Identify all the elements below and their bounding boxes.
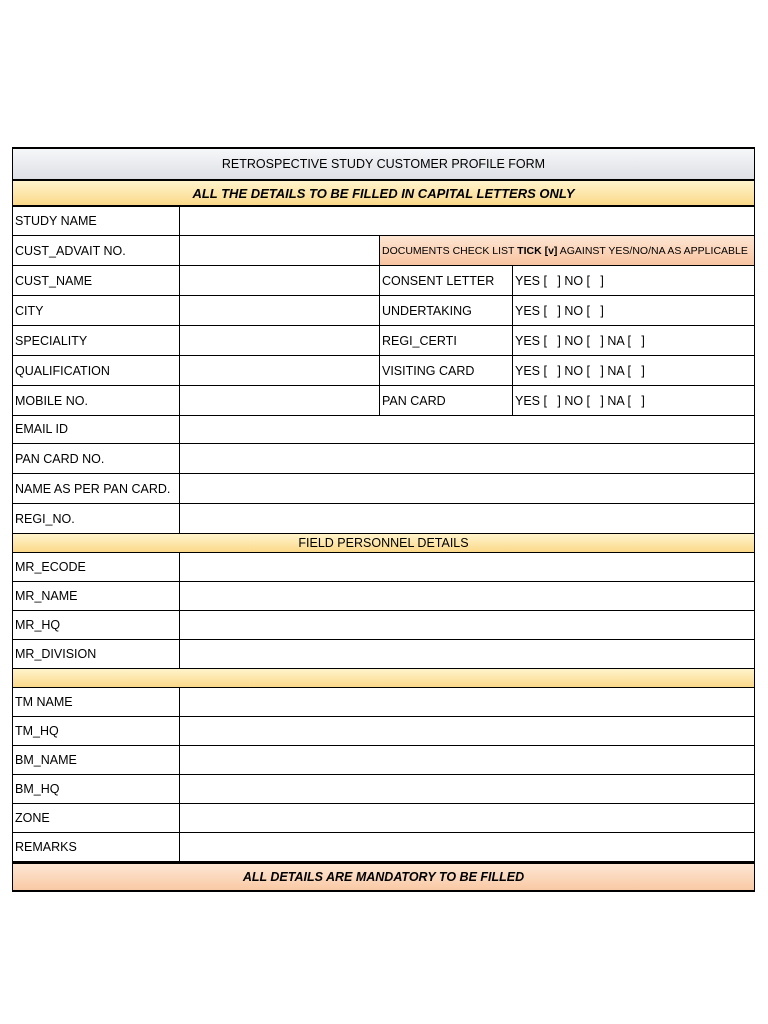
- doc-checklist-pre: DOCUMENTS CHECK LIST: [382, 244, 518, 257]
- customer-row: [12, 356, 755, 386]
- form-title-row: [12, 147, 755, 181]
- field-input[interactable]: [180, 474, 754, 503]
- field-input[interactable]: [180, 746, 754, 774]
- mr-row: [12, 582, 755, 611]
- field-label: ZONE: [13, 804, 180, 832]
- field-label: PAN CARD NO.: [13, 444, 180, 473]
- customer-row: [12, 386, 755, 416]
- field-label: EMAIL ID: [13, 414, 180, 443]
- field-input[interactable]: [180, 296, 380, 325]
- doc-checklist-tick: TICK [v]: [517, 244, 558, 257]
- footer-row: [12, 862, 755, 892]
- doc-checklist-post: AGAINST YES/NO/NA AS APPLICABLE: [557, 244, 748, 257]
- field-label: QUALIFICATION: [13, 356, 180, 385]
- separator-row: [12, 669, 755, 688]
- manager-row: [12, 746, 755, 775]
- field-label: MR_ECODE: [13, 553, 180, 581]
- field-label: REMARKS: [13, 833, 180, 861]
- field-label: CITY: [13, 296, 180, 325]
- field-input[interactable]: [180, 553, 754, 581]
- field-input[interactable]: [180, 640, 754, 668]
- field-input[interactable]: [180, 326, 380, 355]
- cust-advait-label: CUST_ADVAIT NO.: [13, 236, 180, 265]
- field-label: TM NAME: [13, 688, 180, 716]
- field-input[interactable]: [180, 386, 380, 415]
- caps-notice-row: [12, 181, 755, 206]
- footer-notice: ALL DETAILS ARE MANDATORY TO BE FILLED: [242, 870, 525, 884]
- document-options[interactable]: YES [ ] NO [ ] NA [ ]: [515, 333, 645, 348]
- document-name: CONSENT LETTER: [380, 266, 513, 295]
- field-input[interactable]: [180, 611, 754, 639]
- field-label: TM_HQ: [13, 717, 180, 745]
- field-label: MOBILE NO.: [13, 386, 180, 415]
- field-label: BM_HQ: [13, 775, 180, 803]
- field-input[interactable]: [180, 266, 380, 295]
- document-options[interactable]: YES [ ] NO [ ]: [515, 303, 604, 318]
- field-label: SPECIALITY: [13, 326, 180, 355]
- document-name: PAN CARD: [380, 386, 513, 415]
- field-input[interactable]: [180, 804, 754, 832]
- customer-row: [12, 266, 755, 296]
- field-label: MR_NAME: [13, 582, 180, 610]
- study-name-field[interactable]: [180, 207, 754, 235]
- document-options[interactable]: YES [ ] NO [ ] NA [ ]: [515, 363, 645, 378]
- document-name: VISITING CARD: [380, 356, 513, 385]
- field-input[interactable]: [180, 688, 754, 716]
- manager-row: [12, 775, 755, 804]
- field-personnel-title: FIELD PERSONNEL DETAILS: [298, 536, 469, 550]
- document-name: UNDERTAKING: [380, 296, 513, 325]
- customer-row: [12, 296, 755, 326]
- field-label: NAME AS PER PAN CARD.: [13, 474, 180, 503]
- wide-row: [12, 444, 755, 474]
- mr-row: [12, 640, 755, 669]
- study-name-row: [12, 206, 755, 236]
- field-personnel-section-row: [12, 534, 755, 553]
- wide-row: [12, 414, 755, 444]
- documents-checklist-header: [380, 236, 754, 265]
- mr-row: [12, 611, 755, 640]
- field-input[interactable]: [180, 717, 754, 745]
- wide-row: [12, 474, 755, 504]
- field-input[interactable]: [180, 414, 754, 443]
- field-input[interactable]: [180, 775, 754, 803]
- mr-row: [12, 553, 755, 582]
- form-title: RETROSPECTIVE STUDY CUSTOMER PROFILE FORM: [221, 157, 546, 171]
- field-input[interactable]: [180, 504, 754, 533]
- customer-profile-form: [12, 147, 755, 892]
- manager-row: [12, 833, 755, 862]
- cust-advait-field[interactable]: [180, 236, 380, 265]
- field-label: BM_NAME: [13, 746, 180, 774]
- field-input[interactable]: [180, 356, 380, 385]
- manager-row: [12, 717, 755, 746]
- field-input[interactable]: [180, 833, 754, 861]
- document-options[interactable]: YES [ ] NO [ ] NA [ ]: [515, 393, 645, 408]
- wide-row: [12, 504, 755, 534]
- field-input[interactable]: [180, 582, 754, 610]
- field-label: MR_DIVISION: [13, 640, 180, 668]
- caps-notice: ALL THE DETAILS TO BE FILLED IN CAPITAL LETTERS ONLY: [192, 185, 575, 201]
- manager-row: [12, 804, 755, 833]
- cust-advait-row: [12, 236, 755, 266]
- field-label: CUST_NAME: [13, 266, 180, 295]
- document-name: REGI_CERTI: [380, 326, 513, 355]
- field-input[interactable]: [180, 444, 754, 473]
- document-options[interactable]: YES [ ] NO [ ]: [515, 273, 604, 288]
- field-label: REGI_NO.: [13, 504, 180, 533]
- manager-row: [12, 688, 755, 717]
- study-name-label: STUDY NAME: [13, 207, 180, 235]
- field-label: MR_HQ: [13, 611, 180, 639]
- customer-row: [12, 326, 755, 356]
